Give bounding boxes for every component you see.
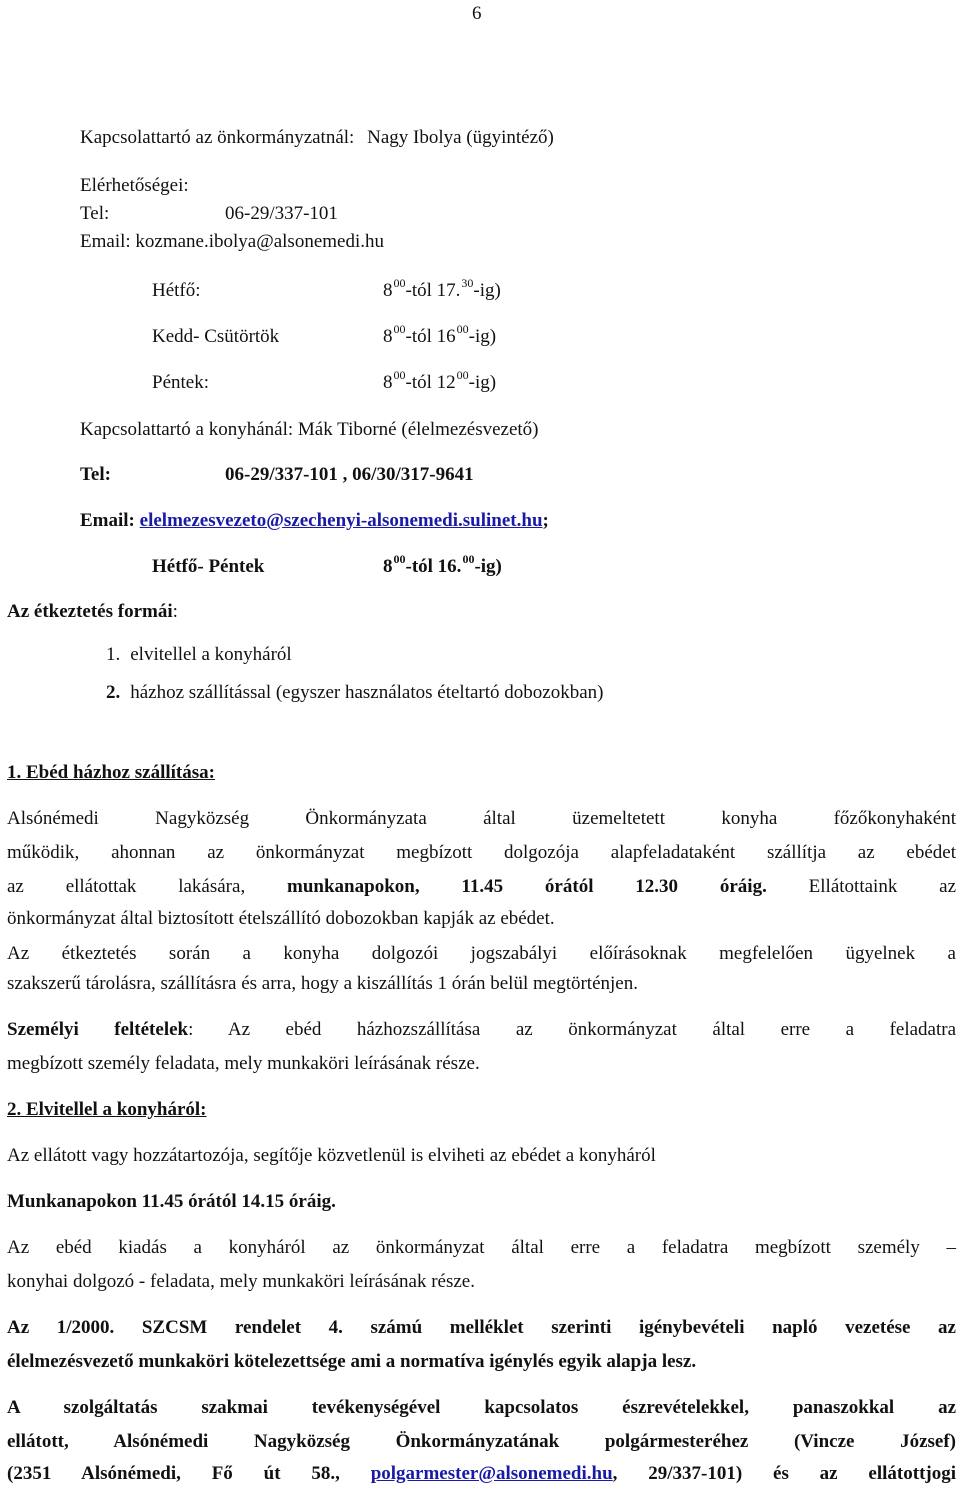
kitchen-email-line: Email: elelmezesvezeto@szechenyi-alsonemedi.sulinet.hu; bbox=[80, 510, 549, 531]
kitchen-contact-line bbox=[80, 420, 539, 439]
mayor-email-link[interactable]: polgarmester@alsonemedi.hu bbox=[370, 1463, 613, 1484]
complaints-line2: ellátott, Alsónémedi Nagyközség Önkormányzatának polgármesteréhez (Vincze József) bbox=[7, 1431, 956, 1452]
page-number: 6 bbox=[472, 3, 482, 24]
kitchen-tel-value: 06-29/337-101 , 06/30/317-9641 bbox=[225, 464, 474, 485]
hours-day-1: Kedd- Csütörtök bbox=[152, 326, 280, 347]
section1-heading: 1. Ebéd házhoz szállítása: bbox=[7, 762, 215, 783]
kitchen-email-label: Email: bbox=[80, 510, 135, 531]
hours-time-2: $8^{00}$-tól $12^{00}-ig$) bbox=[383, 368, 497, 393]
section2-p2-line1: Az ebéd kiadás a konyháról az önkormányzat által erre a feladatra megbízott személy – bbox=[7, 1237, 956, 1258]
forms-item-1: 1. elvitellel a konyháról bbox=[106, 644, 292, 665]
hours-day-2: Péntek: bbox=[152, 372, 209, 393]
email-line bbox=[80, 232, 384, 251]
complaints-line3: (2351 Alsónémedi, Fő út 58., polgarmester@alsonemedi.hu, 29/337-101) és az ellátottjogi bbox=[7, 1463, 957, 1484]
hours-time-0: $8^{00}$-tól 17.30-ig) bbox=[383, 276, 501, 301]
forms-item-2: 2. házhoz szállítással (egyszer használatos ételtartó dobozokban) bbox=[106, 682, 604, 703]
section1-p1-line2: működik, ahonnan az önkormányzat megbízott dolgozója alapfeladataként szállítja az ebédet bbox=[7, 842, 956, 863]
section2-p1: Az ellátott vagy hozzátartozója, segítője közvetlenül is elviheti az ebédet a konyháról bbox=[7, 1145, 656, 1166]
contact-label: Kapcsolattartó az önkormányzatnál: bbox=[80, 127, 355, 148]
section1-p2-line2: szakszerű tárolásra, szállításra és arra, hogy a kiszállítás 1 órán belül megtörténjen. bbox=[7, 973, 638, 994]
complaints-line1: A szolgáltatás szakmai tevékenységével kapcsolatos észrevételekkel, panaszokkal az bbox=[7, 1397, 956, 1418]
section1-p2-line1: Az étkeztetés során a konyha dolgozói jogszabályi előírásoknak megfelelően ügyelnek a bbox=[7, 943, 956, 964]
tel-label: Tel: bbox=[80, 203, 110, 224]
email-value[interactable]: kozmane.ibolya@alsonemedi.hu bbox=[135, 231, 385, 252]
kitchen-name: Mák Tiborné (élelmezésvezető) bbox=[297, 419, 539, 440]
section1-p1-line1: Alsónémedi Nagyközség Önkormányzata által üzemeltetett konyha főzőkonyhaként bbox=[7, 808, 956, 829]
section1-p1-line4: önkormányzat által biztosított ételszállító dobozokban kapják az ebédet. bbox=[7, 908, 555, 929]
hours-time-1: $8^{00}$-tól $16^{00}-ig$) bbox=[383, 322, 497, 347]
contact-name: Nagy Ibolya (ügyintéző) bbox=[367, 127, 554, 148]
section2-p2-line2: konyhai dolgozó - feladata, mely munkaköri leírásának része. bbox=[7, 1271, 475, 1292]
hours-day-0: Hétfő: bbox=[152, 280, 201, 301]
reach-label: Elérhetőségei: bbox=[80, 175, 189, 196]
section2-heading: 2. Elvitellel a konyháról: bbox=[7, 1099, 207, 1120]
kitchen-tel-label: Tel: bbox=[80, 464, 111, 485]
tel-value: 06-29/337-101 bbox=[225, 203, 338, 224]
contact-line bbox=[80, 128, 554, 147]
email-label: Email: bbox=[80, 231, 131, 252]
kitchen-email-link[interactable]: elelmezesvezeto@szechenyi-alsonemedi.sulinet.hu bbox=[139, 510, 543, 531]
kitchen-label: Kapcsolattartó a konyhánál: bbox=[80, 419, 294, 440]
decree-line2: élelmezésvezető munkaköri kötelezettsége ami a normatíva igénylés egyik alapja lesz. bbox=[7, 1351, 697, 1372]
section2-hours: Munkanapokon 11.45 órától 14.15 óráig. bbox=[7, 1191, 336, 1212]
kitchen-hours-day: Hétfő- Péntek bbox=[152, 556, 265, 577]
forms-title: Az étkeztetés formái: bbox=[7, 601, 178, 622]
section1-p1-line3: az ellátottak lakására, munkanapokon, 11.45 órától 12.30 óráig. Ellátottaink az bbox=[7, 876, 957, 897]
kitchen-hours-time: $8^{00}$-tól 16.00-ig) bbox=[383, 552, 502, 577]
decree-line1: Az 1/2000. SZCSM rendelet 4. számú melléklet szerinti igénybevételi napló vezetése az bbox=[7, 1317, 956, 1338]
section1-p3-line2: megbízott személy feladata, mely munkaköri leírásának része. bbox=[7, 1053, 480, 1074]
section1-p3-line1: Személyi feltételek: Az ebéd házhozszállítása az önkormányzat által erre a feladatra bbox=[7, 1019, 957, 1040]
